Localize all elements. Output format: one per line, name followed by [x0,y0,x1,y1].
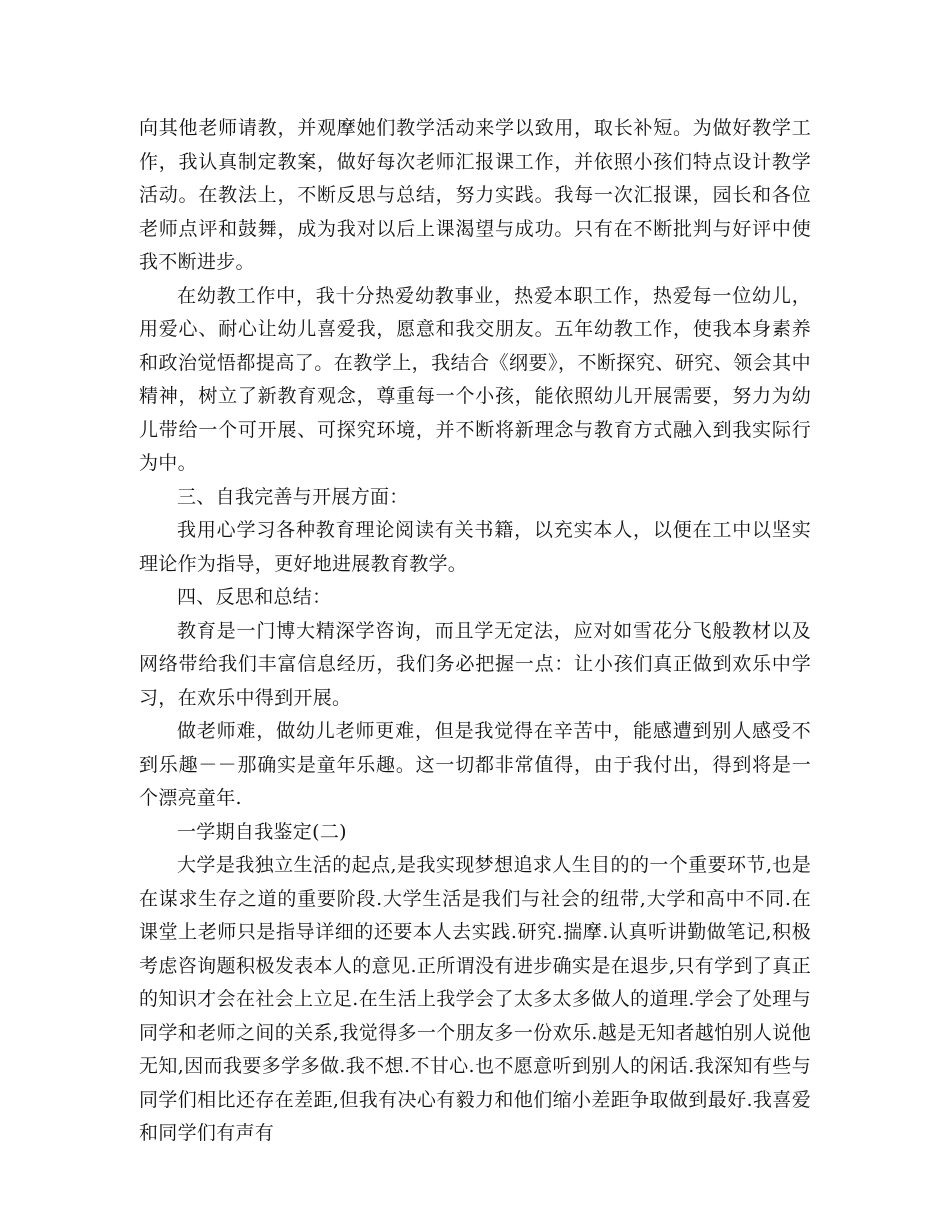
paragraph-love-of-education: 在幼教工作中，我十分热爱幼教事业，热爱本职工作，热爱每一位幼儿，用爱心、耐心让幼儿喜爱我，愿意和我交朋友。五年幼教工作，使我本身素养和政治觉悟都提高了。在教学上，我结合《纲要》，不断探究、研究、领会其中精神，树立了新教育观念，尊重每一个小孩，能依照幼儿开展需要，努力为幼儿带给一个可开展、可探究环境，并不断将新理念与教育方式融入到我实际行为中。 [139,284,811,474]
paragraph-study-theory: 我用心学习各种教育理论阅读有关书籍，以充实本人，以便在工中以坚实理论作为指导，更好地进展教育教学。 [139,519,811,575]
section-title-self-appraisal-two: 一学期自我鉴定(二) [177,820,347,843]
paragraph-education-reflection: 教育是一门博大精深学咨询，而且学无定法，应对如雪花分飞般教材以及网络带给我们丰富信息经历，我们务必把握一点：让小孩们真正做到欢乐中学习，在欢乐中得到开展。 [139,619,811,709]
document-body [139,112,811,1151]
heading-self-improvement: 三、自我完善与开展方面： [177,485,409,508]
heading-reflection-summary: 四、反思和总结： [177,586,332,608]
paragraph-teacher-hardship: 做老师难，做幼儿老师更难，但是我觉得在辛苦中，能感遭到别人感受不到乐趣－－那确实是童年乐趣。这一切都非常值得，由于我付出，得到将是一个漂亮童年. [139,720,811,809]
paragraph-university-life: 大学是我独立生活的起点,是我实现梦想追求人生目的的一个重要环节,也是在谋求生存之道的重要阶段.大学生活是我们与社会的纽带,大学和高中不同.在课堂上老师只是指导详细的还要本人去实践.研究.揣摩.认真听讲勤做笔记,积极考虑咨询题积极发表本人的意见.正所谓没有进步确实是在退步,只有学到了真正的知识才会在社会上立足.在生活上我学会了太多太多做人的道理.学会了处理与同学和老师之间的关系,我觉得多一个朋友多一份欢乐.越是无知者越怕别人说他无知,因而我要多学多做.我不想.不甘心.也不愿意听到别人的闲话.我深知有些与同学们相比还存在差距,但我有决心有毅力和他们缩小差距争取做到最好.我喜爱和同学们有声有 [139,854,811,1144]
paragraph-teaching-work: 向其他老师请教，并观摩她们教学活动来学以致用，取长补短。为做好教学工作，我认真制定教案，做好每次老师汇报课工作，并依照小孩们特点设计教学活动。在教法上，不断反思与总结，努力实践。我每一次汇报课，园长和各位老师点评和鼓舞，成为我对以后上课渴望与成功。只有在不断批判与好评中使我不断进步。 [139,117,811,273]
